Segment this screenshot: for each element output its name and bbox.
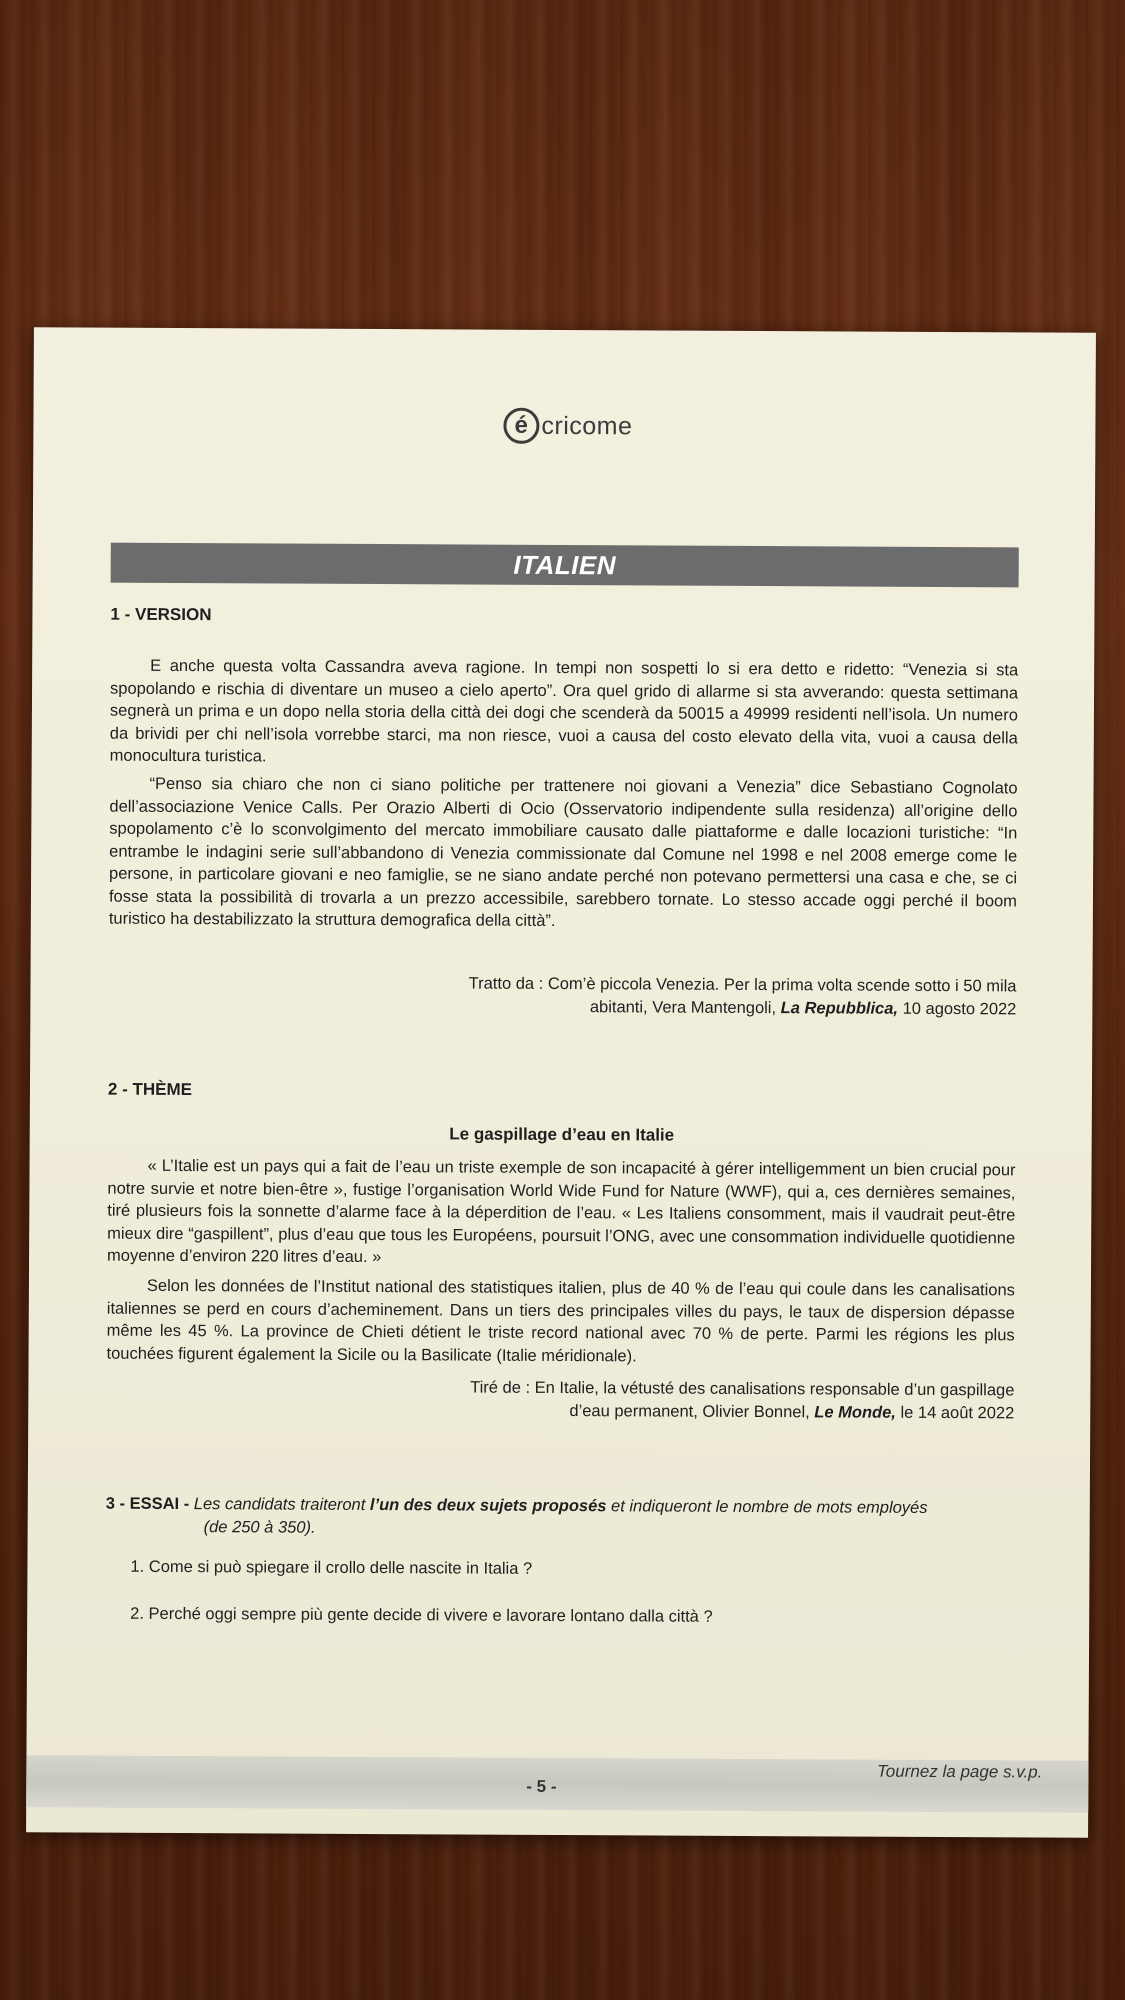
- theme-heading: 2 - THÈME: [107, 1079, 193, 1100]
- essay-heading: [106, 1493, 1014, 1544]
- theme-title: Le gaspillage d’eau en Italie: [449, 1124, 675, 1145]
- ecricome-logo-mark: é: [503, 408, 539, 444]
- essay-label: 3 - ESSAI -: [105, 1494, 194, 1514]
- version-heading: 1 - VERSION: [110, 604, 212, 625]
- version-source-author: abitanti, Vera Mantengoli,: [589, 998, 781, 1018]
- ecricome-logo-text: cricome: [541, 411, 633, 440]
- version-source-publication: La Repubblica,: [780, 999, 899, 1018]
- theme-source-line2: [314, 1399, 1014, 1426]
- subject-banner: ITALIEN: [111, 543, 1019, 588]
- essay-question-2: 2. Perché oggi sempre più gente decide di vivere e lavorare lontano dalla città ?: [130, 1604, 713, 1626]
- version-paragraph-2: “Penso sia chiaro che non ci siano politiche per trattenere noi giovani a Venezia” dice Sebastiano Cognolato dell’associazione Venice Calls. Per Orazio Alberti di Ocio (Osservatorio indipendente sulla residenza) all’origine dello spopolamento c’è lo sconvolgimento del mercato immobiliare causato dalle piattaforme e dalle locazioni turistiche: “In entrambe le indagini serie sull’abbandono di Venezia commissionate dal Comune nel 1998 e nel 2008 emerge come le persone, in particolare giovani e neo famiglie, se ne siano andate perché non potevano permettersi una casa e che, se ci fosse stata la possibilità di trovarla a un prezzo accessibile, sarebbero tornate. Lo stesso accade oggi perché il boom turistico ha destabilizzato la struttura demografica della città”.: [108, 774, 1018, 930]
- theme-source-publication: Le Monde,: [814, 1403, 896, 1422]
- theme-paragraph-1: « L’Italie est un pays qui a fait de l’eau un triste exemple de son incapacité à gérer intelligemment un bien crucial pour notre survie et notre bien-être », fustige l’organisation World Wide Fund for Nature (WWF), qui a, ces dernières semaines, tiré plusieurs fois la sonnette d’alarme face à la déperdition de l’eau. « Les Italiens consomment, mais il vaudrait peut-être mieux dire “gaspillent”, plus d’eau que tous les Européens, poursuit l’ONG, avec une consommation individuelle quotidienne moyenne d’environ 220 litres d’eau. »: [107, 1156, 1016, 1267]
- version-source: [316, 972, 1016, 1022]
- essay-question-1: 1. Come si può spiegare il crollo delle nascite in Italia ?: [130, 1557, 533, 1578]
- exam-page: [26, 327, 1096, 1838]
- theme-paragraph-2: Selon les données de l’Institut national des statistiques italien, plus de 40 % de l’eau qui coule dans les canalisations italiennes se perd en cours d’acheminement. Dans un tiers des principales villes du pays, le taux de dispersion dépasse même les 45 %. La province de Chieti détient le triste record national avec 70 % de perte. Parmi les régions les plus touchées figurent également la Sicile ou la Basilicate (Italie méridionale).: [106, 1276, 1015, 1365]
- theme-source-line1: Tiré de : En Italie, la vétusté des canalisations responsable d’un gaspillage: [470, 1378, 1015, 1400]
- essay-instructions-1: Les candidats traiteront: [193, 1495, 370, 1515]
- version-source-date: 10 agosto 2022: [897, 999, 1017, 1019]
- essay-instructions-word-count: (de 250 à 350).: [203, 1518, 316, 1537]
- version-source-line2: [316, 995, 1016, 1022]
- turn-page-note: Tournez la page s.v.p.: [876, 1761, 1043, 1782]
- theme-source-date: le 14 août 2022: [895, 1403, 1015, 1423]
- page-number: - 5 -: [526, 1776, 557, 1796]
- version-source-line1: Tratto da : Com’è piccola Venezia. Per la prima volta scende sotto i 50 mila: [468, 974, 1017, 996]
- essay-instructions-2: et indiqueront le nombre de mots employés: [606, 1497, 928, 1517]
- theme-source-author: d’eau permanent, Olivier Bonnel,: [569, 1402, 815, 1422]
- ecricome-logo: [503, 408, 632, 445]
- version-paragraph-1: E anche questa volta Cassandra aveva ragione. In tempi non sospetti lo si era detto e ridetto: “Venezia si sta spopolando e rischia di diventare un museo a cielo aperto”. Ora quel grido di allarme si sta avverando: questa settimana segnerà un prima e un dopo nella storia della città dei dogi che scenderà da 50015 a 49999 residenti nell’isola. Un numero da brividi per chi nell’isola vorrebbe starci, ma non riesce, vuoi a causa del costo elevato della vita, vuoi a causa della monocultura turistica.: [109, 656, 1019, 766]
- theme-source: [314, 1376, 1014, 1426]
- essay-instructions-bold: l’un des deux sujets proposés: [369, 1496, 607, 1516]
